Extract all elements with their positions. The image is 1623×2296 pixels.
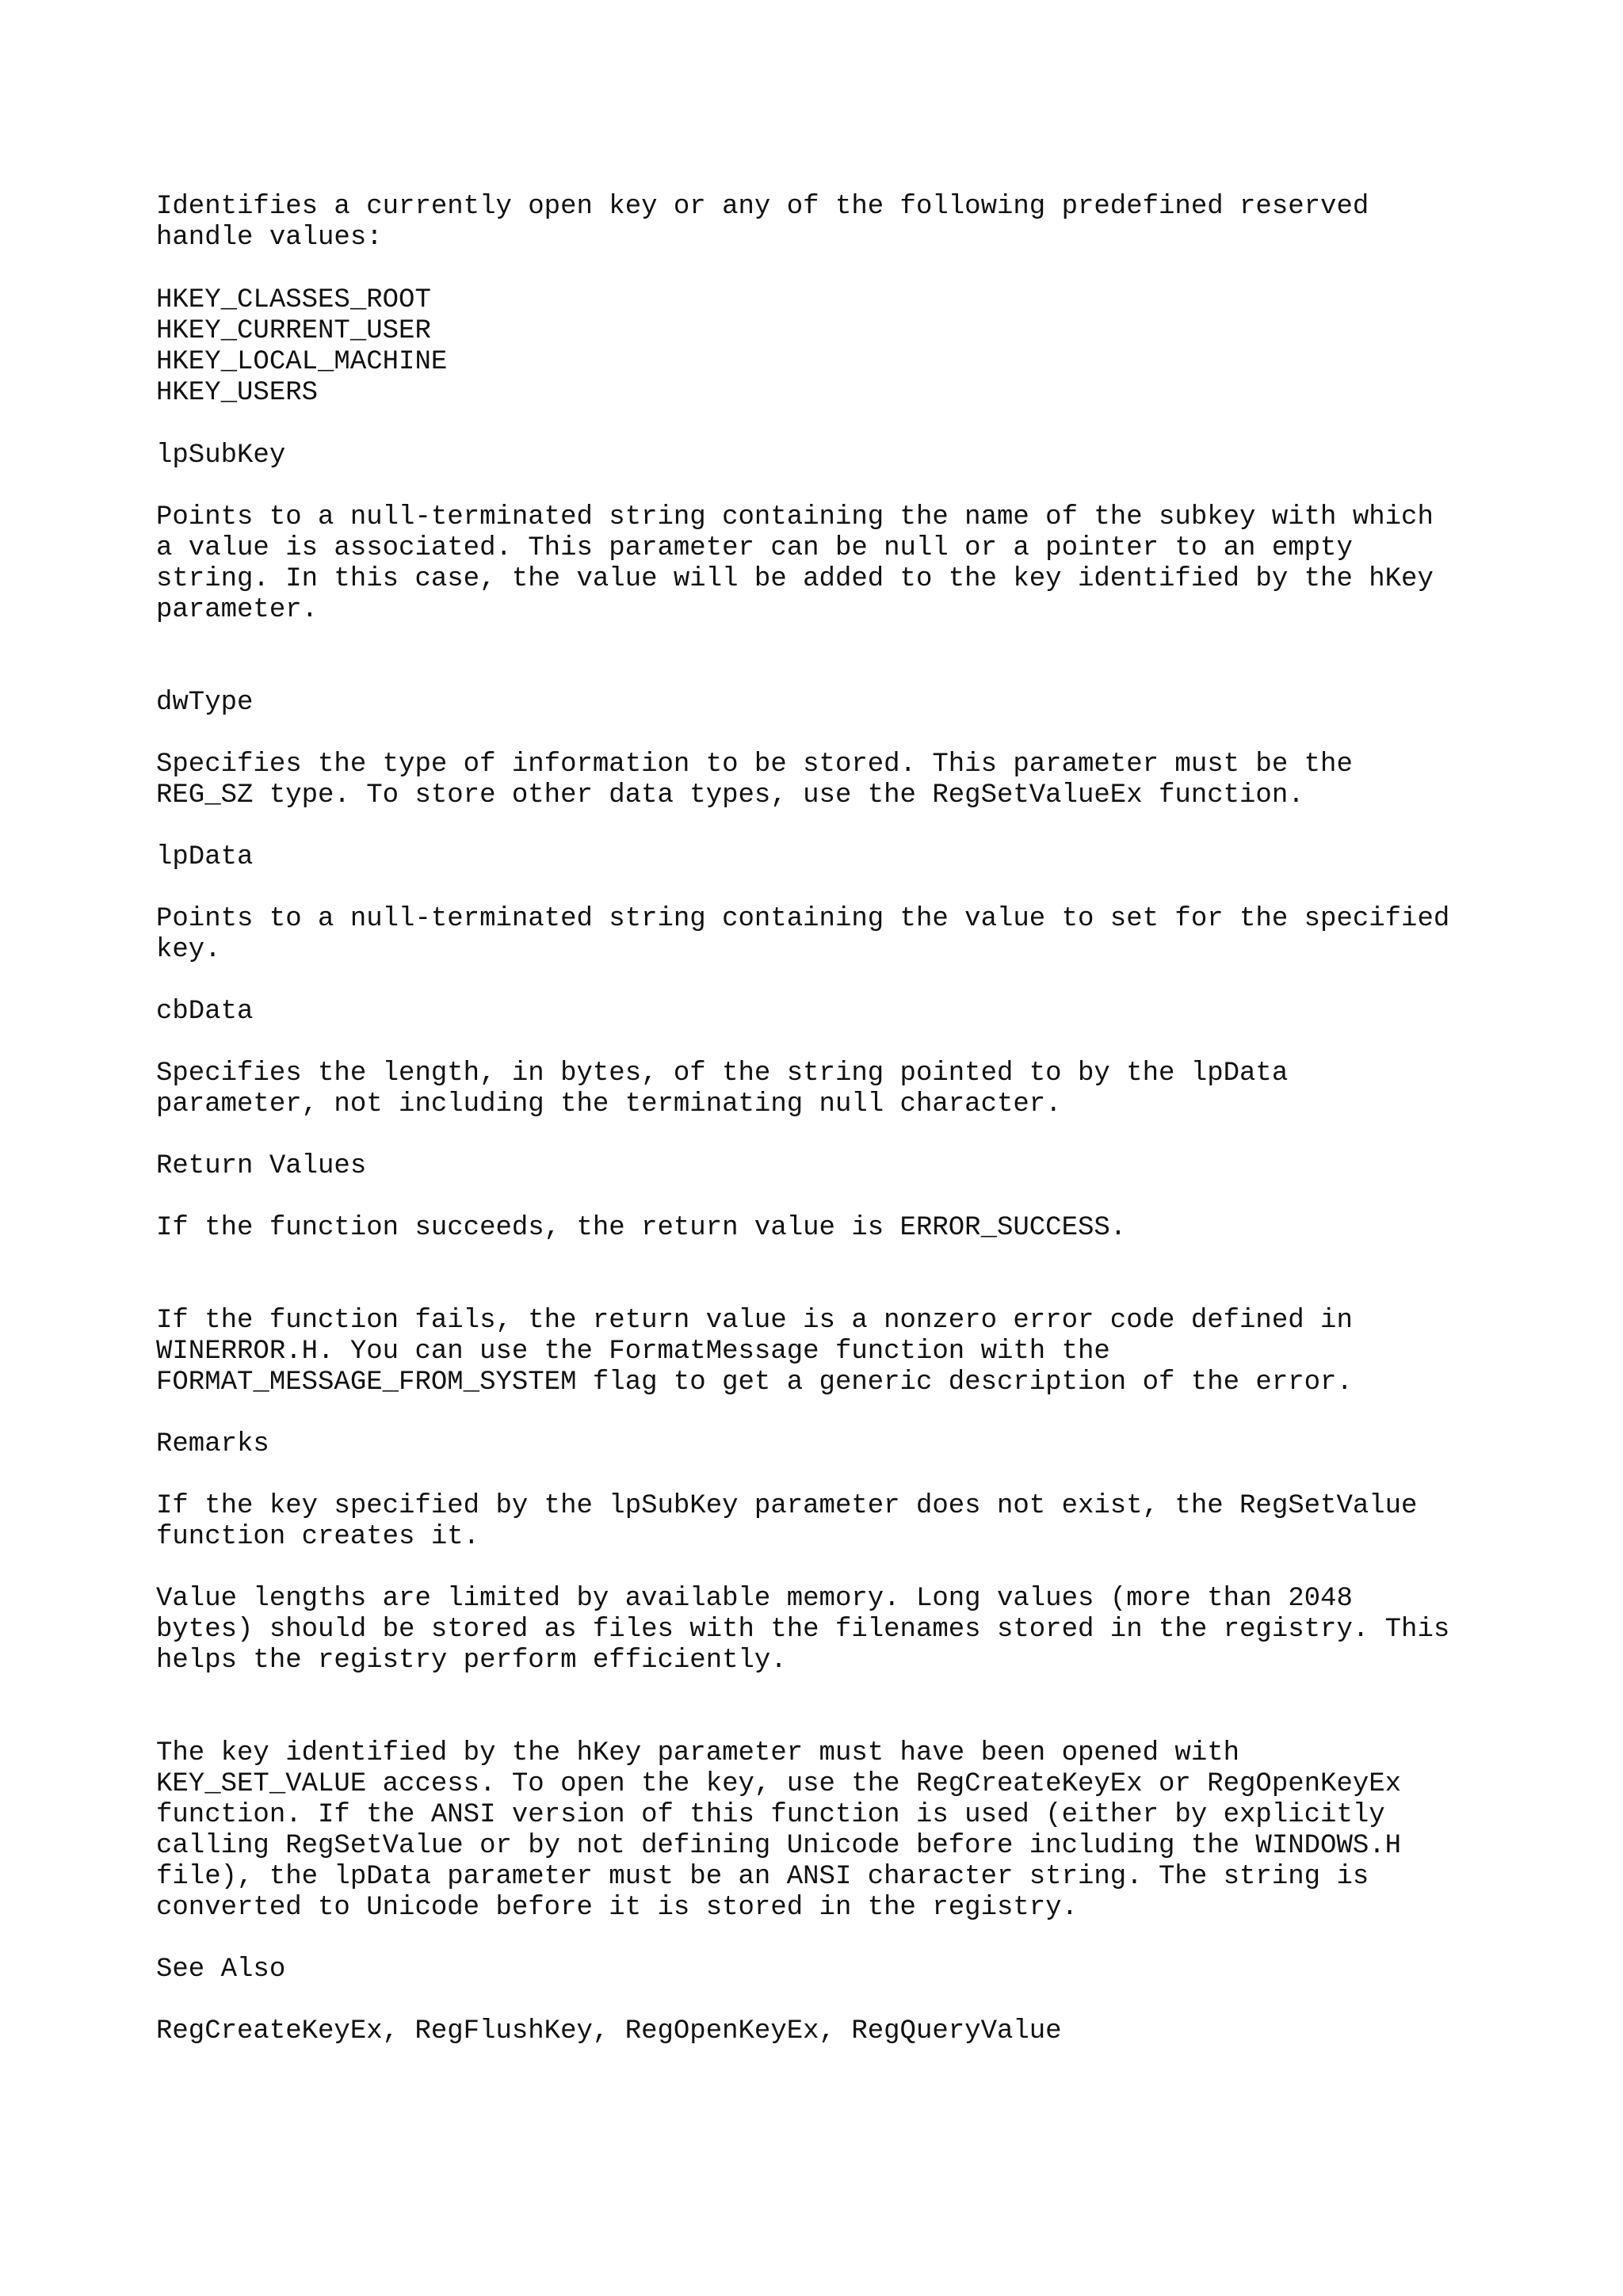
remarks-heading: Remarks xyxy=(156,1429,269,1459)
remarks-paragraph-2: Value lengths are limited by available memory. Long values (more than 2048 bytes) should be stored as files with the filenames stored in the registry. This helps the registry perform efficiently. xyxy=(156,1584,1450,1676)
hkey-description: Identifies a currently open key or any of the following predefined reserved handle values: xyxy=(156,192,1369,253)
param-dwtype-description: Specifies the type of information to be stored. This parameter must be the REG_SZ type. To store other data types, use the RegSetValueEx function. xyxy=(156,749,1353,810)
param-dwtype-name: dwType xyxy=(156,688,254,718)
remarks-paragraph-1: If the key specified by the lpSubKey parameter does not exist, the RegSetValue function creates it. xyxy=(156,1491,1418,1552)
param-cbdata-description: Specifies the length, in bytes, of the string pointed to by the lpData parameter, not including the terminating null character. xyxy=(156,1058,1289,1119)
return-values-success: If the function succeeds, the return value is ERROR_SUCCESS. xyxy=(156,1213,1127,1243)
param-cbdata-name: cbData xyxy=(156,997,254,1027)
hkey-reserved-values: HKEY_CLASSES_ROOT HKEY_CURRENT_USER HKEY_LOCAL_MACHINE HKEY_USERS xyxy=(156,285,448,408)
param-lpsubkey-name: lpSubKey xyxy=(156,441,286,471)
remarks-paragraph-3: The key identified by the hKey parameter must have been opened with KEY_SET_VALUE access. To open the key, use the RegCreateKeyEx or RegOpenKeyEx function. If the ANSI version of this function is used (either by explicitly calling RegSetValue or by not defining Unicode before including the WINDOWS.H file), the lpData parameter must be an ANSI character string. The string is converted to Unicode before it is stored in the registry. xyxy=(156,1738,1402,1923)
see-also-heading: See Also xyxy=(156,1955,286,1985)
param-lpdata-name: lpData xyxy=(156,842,254,872)
param-lpsubkey-description: Points to a null-terminated string containing the name of the subkey with which a value is associated. This parameter can be null or a pointer to an empty string. In this case, the value will be added to the key identified by the hKey parameter. xyxy=(156,502,1434,625)
return-values-heading: Return Values xyxy=(156,1151,367,1181)
see-also-links: RegCreateKeyEx, RegFlushKey, RegOpenKeyEx, RegQueryValue xyxy=(156,2016,1062,2046)
return-values-failure: If the function fails, the return value is a nonzero error code defined in WINERROR.H. You can use the FormatMessage function with the FORMAT_MESSAGE_FROM_SYSTEM flag to get a generic description of the error. xyxy=(156,1306,1353,1398)
param-lpdata-description: Points to a null-terminated string containing the value to set for the specified key. xyxy=(156,904,1450,965)
